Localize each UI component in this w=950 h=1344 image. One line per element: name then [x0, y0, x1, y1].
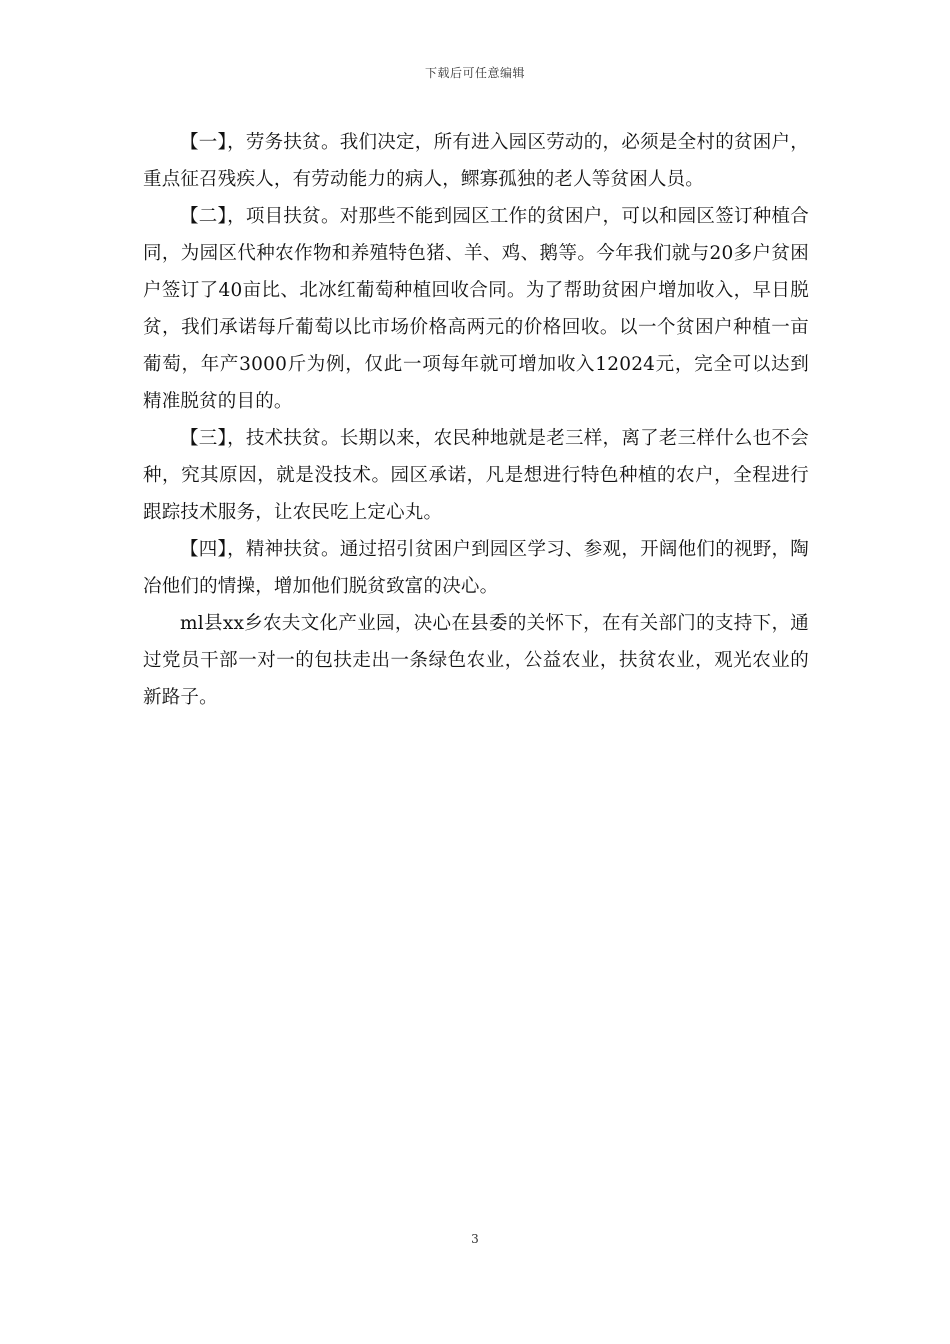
paragraph-technical-aid: 【三】，技术扶贫。长期以来，农民种地就是老三样，离了老三样什么也不会种，究其原因，就是没技术。园区承诺，凡是想进行特色种植的农户，全程进行跟踪技术服务，让农民吃上定心丸。	[143, 428, 809, 523]
paragraph-conclusion: ml县xx乡农夫文化产业园，决心在县委的关怀下，在有关部门的支持下，通过党员干部一对一的包扶走出一条绿色农业，公益农业，扶贫农业，观光农业的新路子。	[143, 613, 809, 708]
document-body	[143, 124, 809, 716]
paragraph-labor-aid: 【一】，劳务扶贫。我们决定，所有进入园区劳动的，必须是全村的贫困户，重点征召残疾人，有劳动能力的病人，鳏寡孤独的老人等贫困人员。	[143, 132, 809, 190]
page-header: 下载后可任意编辑	[424, 66, 525, 80]
paragraph-spiritual-aid: 【四】，精神扶贫。通过招引贫困户到园区学习、参观，开阔他们的视野，陶冶他们的情操，增加他们脱贫致富的决心。	[143, 539, 809, 597]
page-number: 3	[471, 1232, 479, 1246]
paragraph-project-aid: 【二】，项目扶贫。对那些不能到园区工作的贫困户，可以和园区签订种植合同，为园区代种农作物和养殖特色猪、羊、鸡、鹅等。今年我们就与20多户贫困户签订了40亩比、北冰红葡萄种植回收合同。为了帮助贫困户增加收入，早日脱贫，我们承诺每斤葡萄以比市场价格高两元的价格回收。以一个贫困户种植一亩葡萄，年产3000斤为例，仅此一项每年就可增加收入12024元，完全可以达到精准脱贫的目的。	[143, 206, 809, 412]
